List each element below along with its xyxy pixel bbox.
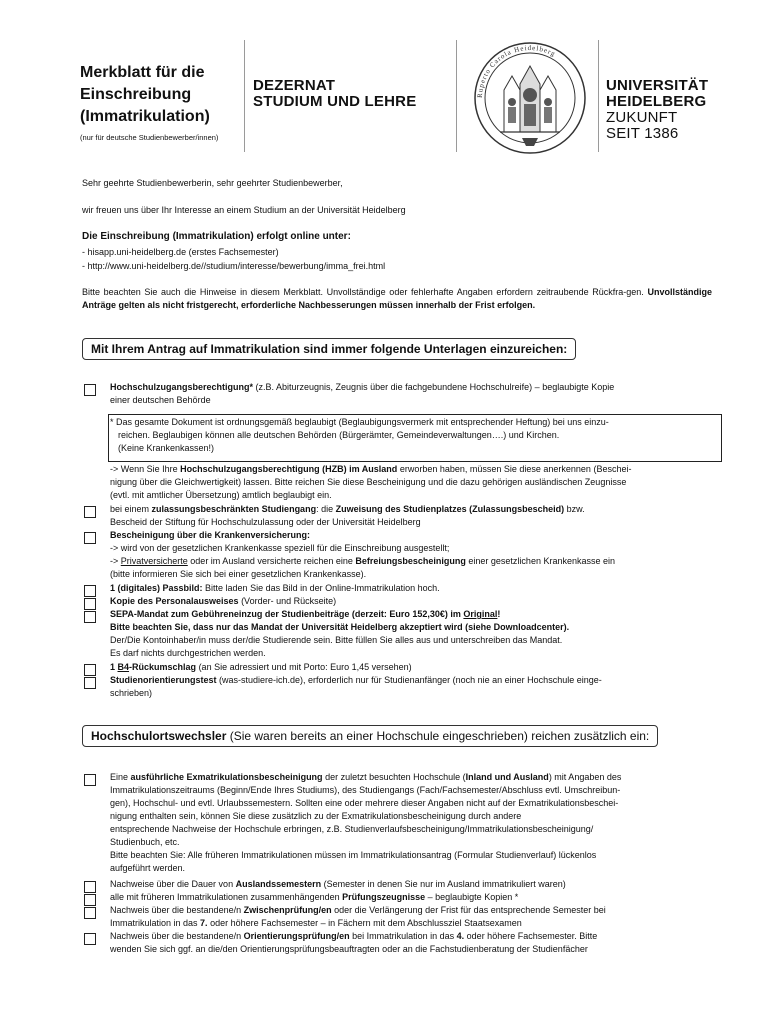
kv-befreiung: Befreiungsbescheinigung	[355, 556, 466, 566]
zul-e: bzw.	[564, 504, 585, 514]
checkbox-ausweis[interactable]	[84, 598, 96, 610]
zul-b: zulassungsbeschränkten Studiengang	[151, 504, 317, 514]
item-pruefungszeugnisse	[110, 891, 715, 904]
ex-d: Inland und Ausland	[465, 772, 549, 782]
kv-line-2-b: oder im Ausland versicherte reichen eine	[187, 556, 356, 566]
item-ausweis	[110, 595, 715, 608]
item-hzb	[110, 381, 715, 407]
zp-line-2-a: Immatrikulation in das	[110, 918, 201, 928]
document-title	[80, 62, 245, 128]
title-line-2: Einschreibung	[80, 86, 192, 103]
uni-line-2: HEIDELBERG	[606, 93, 707, 110]
ortswechsler-heading-bold: Hochschulortswechsler	[91, 729, 227, 743]
ausland-c: erworben haben, müssen Sie diese anerkennen (Beschei-	[397, 464, 632, 474]
op-e: oder höhere Fachsemester. Bitte	[464, 931, 598, 941]
hint-normal: Bitte beachten Sie auch die Hinweise in diesem Merkblatt. Unvollständige oder fehlerhafte Angaben erfordern zeitraubende Rückfra-gen.	[82, 287, 644, 297]
note-line-3: (Keine Krankenkassen!)	[118, 443, 215, 453]
dauer-c: (Semester in denen Sie nur im Ausland immatrikuliert waren)	[321, 879, 566, 889]
dezernat-line-2: STUDIUM UND LEHRE	[253, 93, 417, 110]
ortswechsler-heading-rest: (Sie waren bereits an einer Hochschule eingeschrieben) reichen zusätzlich ein:	[226, 729, 650, 743]
dauer-b: Auslandssemestern	[235, 879, 322, 889]
hint-bold: Unvollständige Anträge gelten als nicht fristgerecht, erforderliche Nachbesserungen müssen innerhalb der Frist erfolgen.	[82, 287, 712, 310]
item-sepa	[110, 608, 715, 660]
kv-privat: Privatversicherte	[120, 556, 188, 566]
item-krankenversicherung	[110, 529, 715, 581]
checkbox-hzb[interactable]	[84, 384, 96, 396]
umschlag-a: 1	[110, 662, 118, 672]
item-zwischenpruefung	[110, 904, 715, 930]
umschlag-b: -Rückumschlag	[129, 662, 197, 672]
ex-e: ) mit Angaben des	[548, 772, 622, 782]
sepa-bold: SEPA-Mandat zum Gebühreneinzug der Studienbeiträge (derzeit: Euro 152,30€) im	[110, 609, 464, 619]
university-wordmark	[606, 78, 708, 142]
ausland-b: Hochschulzugangsberechtigung (HZB) im Ausland	[180, 464, 398, 474]
title-line-1: Merkblatt für die	[80, 64, 205, 81]
op-b: Orientierungsprüfung/en	[243, 931, 350, 941]
zp-line-2-b: 7.	[200, 918, 208, 928]
pass-bold: 1 (digitales) Passbild:	[110, 583, 203, 593]
checkbox-exmatrikulation[interactable]	[84, 774, 96, 786]
note-line-2: reichen. Beglaubigen können alle deutschen Behörden (Bürgerämter, Gemeindeverwaltungen….) und Kirchen.	[118, 430, 560, 440]
zp-c: oder die Verlängerung der Frist für das entsprechende Semester bei	[331, 905, 606, 915]
ex-c: der zuletzt besuchten Hochschule (	[322, 772, 466, 782]
kv-line-3: (bitte informieren Sie sich bei einer gesetzlichen Krankenkasse).	[110, 569, 367, 579]
kv-line-1: -> wird von der gesetzlichen Krankenkasse speziell für die Einschreibung ausgestellt;	[110, 543, 450, 553]
kv-line-2-c: einer gesetzlichen Krankenkasse ein	[465, 556, 615, 566]
item-auslandssemester	[110, 878, 715, 891]
ex-line-3: gen), Hochschul- und evtl. Urlaubssemestern. Sollten eine oder mehrere dieser Angaben nicht auf der Exmatrikulationsbeschei-	[110, 798, 619, 808]
ex-line-7: Bitte beachten Sie: Alle früheren Immatrikulationen müssen im Immatrikulationsantrag (Formular Studienverlauf) lückenlos	[110, 850, 597, 860]
umschlag-b4: B4	[117, 662, 130, 672]
item-studienorientierungstest	[110, 674, 715, 700]
section-required-docs-heading: Mit Ihrem Antrag auf Immatrikulation sind immer folgende Unterlagen einzureichen:	[82, 338, 576, 360]
zp-a: Nachweis über die bestandene/n	[110, 905, 244, 915]
header-divider	[456, 40, 457, 152]
checkbox-pruefungszeugnisse[interactable]	[84, 894, 96, 906]
sot-bold: Studienorientierungstest	[110, 675, 217, 685]
ex-line-6: Studienbuch, etc.	[110, 837, 180, 847]
title-line-3: (Immatrikulation)	[80, 108, 210, 125]
ex-a: Eine	[110, 772, 131, 782]
zul-line-2: Bescheid der Stiftung für Hochschulzulassung oder der Universität Heidelberg	[110, 517, 421, 527]
item-hzb-ausland	[110, 463, 715, 502]
ex-b: ausführliche Exmatrikulationsbescheinigung	[130, 772, 323, 782]
uni-line-4: SEIT 1386	[606, 125, 679, 142]
sot-rest: (was-studiere-ich.de), erforderlich nur für Studienanfänger (noch nie an einer Hochschule einge-	[216, 675, 602, 685]
sepa-line-2: Bitte beachten Sie, dass nur das Mandat der Universität Heidelberg akzeptiert wird (siehe Downloadcenter).	[110, 622, 570, 632]
checkbox-krankenversicherung[interactable]	[84, 532, 96, 544]
ausweis-bold: Kopie des Personalausweises	[110, 596, 239, 606]
ausweis-rest: (Vorder- und Rückseite)	[238, 596, 337, 606]
umschlag-rest: (an Sie adressiert und mit Porto: Euro 1,45 versehen)	[196, 662, 412, 672]
zul-d: Zuweisung des Studienplatzes (Zulassungsbescheid)	[335, 504, 565, 514]
item-exmatrikulation	[110, 771, 715, 875]
hzb-line-2: einer deutschen Behörde	[110, 395, 211, 405]
op-line-2: wenden Sie sich ggf. an die/den Orientierungsprüfungsbeauftragten oder an die Fachstudienberatung der Studienfächer	[110, 944, 588, 954]
item-rueckumschlag	[110, 661, 715, 674]
sepa-line-4: Es darf nichts durchgestrichen werden.	[110, 648, 266, 658]
online-heading: Die Einschreibung (Immatrikulation) erfolgt online unter:	[82, 231, 351, 242]
hzb-rest: (z.B. Abiturzeugnis, Zeugnis über die fachgebundene Hochschulreife) – beglaubigte Kopie	[253, 382, 615, 392]
zul-a: bei einem	[110, 504, 152, 514]
sot-line-2: schrieben)	[110, 688, 153, 698]
checkbox-sepa[interactable]	[84, 611, 96, 623]
title-note: (nur für deutsche Studienbewerber/innen)	[80, 133, 219, 142]
zul-c: : die	[316, 504, 336, 514]
pass-rest: Bitte laden Sie das Bild in der Online-Immatrikulation hoch.	[202, 583, 440, 593]
ex-line-4: nigung enthalten sein, können Sie diese zusätzlich zu der Exmatrikulationsbescheinigung durch andere	[110, 811, 522, 821]
hint-paragraph	[82, 286, 712, 312]
ex-line-5: entsprechende Nachweise der Hochschule erbringen, z.B. Studienverlaufsbescheinigung/Immatrikulationsbescheinigung/	[110, 824, 594, 834]
online-link-2[interactable]: - http://www.uni-heidelberg.de//studium/interesse/bewerbung/imma_frei.html	[82, 261, 386, 271]
pz-b: Prüfungszeugnisse	[342, 892, 426, 902]
checkbox-auslandssemester[interactable]	[84, 881, 96, 893]
op-c: bei Immatrikulation in das	[349, 931, 457, 941]
kv-line-2-a: ->	[110, 556, 121, 566]
certification-note	[110, 416, 715, 455]
ex-line-2: Immatrikulationszeitraums (Beginn/Ende Ihres Studiums), des Studiengangs (Fach/Fachsemester/Abschluss evtl. Umschreibun-	[110, 785, 621, 795]
ausland-line-3: (evtl. mit amtlicher Übersetzung) amtlich beglaubigt ein.	[110, 490, 332, 500]
item-passbild	[110, 582, 715, 595]
pz-c: – beglaubigte Kopien *	[425, 892, 519, 902]
checkbox-zulassung[interactable]	[84, 506, 96, 518]
uni-line-3: ZUKUNFT	[606, 109, 678, 126]
dezernat-line-1: DEZERNAT	[253, 77, 336, 94]
dezernat-label	[253, 78, 416, 110]
checkbox-passbild[interactable]	[84, 585, 96, 597]
ausland-a: -> Wenn Sie Ihre	[110, 464, 181, 474]
hzb-bold: Hochschulzugangsberechtigung*	[110, 382, 254, 392]
op-a: Nachweis über die bestandene/n	[110, 931, 244, 941]
dauer-a: Nachweise über die Dauer von	[110, 879, 236, 889]
zp-line-2-c: oder höhere Fachsemester – in Fächern mit dem Abschlussziel Staatsexamen	[207, 918, 522, 928]
checkbox-orientierungspruefung[interactable]	[84, 933, 96, 945]
item-zulassung	[110, 503, 715, 529]
sepa-excl: !	[497, 609, 501, 619]
uni-line-1: UNIVERSITÄT	[606, 77, 709, 94]
header-divider	[598, 40, 599, 152]
pz-a: alle mit früheren Immatrikulationen zusammenhängenden	[110, 892, 343, 902]
sepa-line-3: Der/Die Kontoinhaber/in muss der/die Studierende sein. Bitte füllen Sie alles aus und unterschreiben das Mandat.	[110, 635, 563, 645]
op-d: 4.	[456, 931, 465, 941]
ex-line-8: aufgeführt werden.	[110, 863, 186, 873]
welcome-text: wir freuen uns über Ihr Interesse an einem Studium an der Universität Heidelberg	[82, 205, 406, 215]
checkbox-zwischenpruefung[interactable]	[84, 907, 96, 919]
ausland-line-2: nigung über die Gleichwertigkeit) lassen. Bitte reichen Sie diese Bescheinigung und die dazu gehörigen ausländischen Zeugnisse	[110, 477, 627, 487]
note-line-1: * Das gesamte Dokument ist ordnungsgemäß beglaubigt (Beglaubigungsvermerk mit entsprechender Heftung) bei uns einzu-	[110, 417, 609, 427]
university-seal-logo	[464, 40, 596, 156]
checkbox-studienorientierungstest[interactable]	[84, 677, 96, 689]
zp-b: Zwischenprüfung/en	[243, 905, 332, 915]
online-link-1[interactable]: - hisapp.uni-heidelberg.de (erstes Fachsemester)	[82, 247, 279, 257]
seal-text: Ruperto Carola Heidelberg	[475, 43, 558, 99]
sepa-original: Original	[463, 609, 498, 619]
kv-heading: Bescheinigung über die Krankenversicherung:	[110, 530, 311, 540]
item-orientierungspruefung	[110, 930, 715, 956]
checkbox-rueckumschlag[interactable]	[84, 664, 96, 676]
salutation: Sehr geehrte Studienbewerberin, sehr geehrter Studienbewerber,	[82, 178, 343, 188]
section-ortswechsler-heading	[82, 725, 658, 747]
header-divider	[244, 40, 245, 152]
